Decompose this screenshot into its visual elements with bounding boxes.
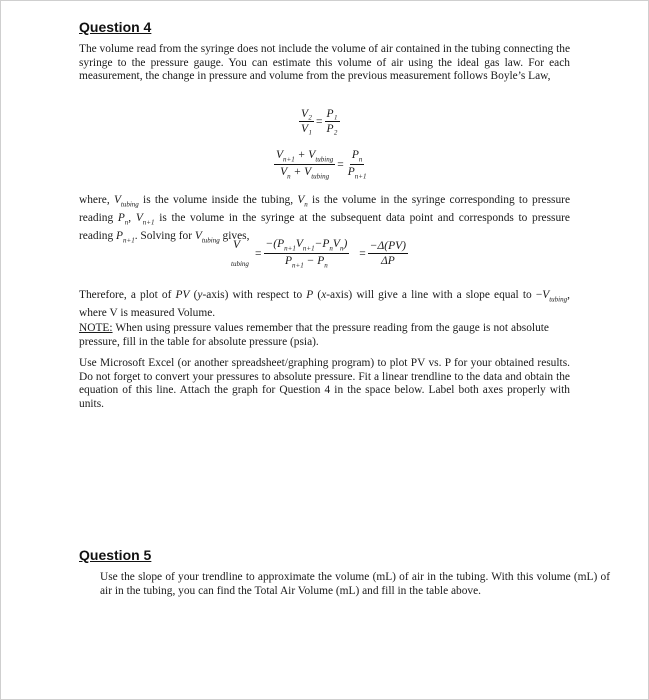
question-4-heading: Question 4 (79, 19, 152, 35)
eq3-lhs-sub: tubing (231, 259, 249, 268)
therefore-x: x (321, 289, 327, 301)
eq2-rhs-den-sub: n+1 (354, 172, 367, 181)
therefore-p: P (306, 289, 314, 301)
eq3-delta-p: ΔP (381, 255, 395, 268)
eq3-num-sub2: n+1 (302, 244, 315, 253)
question-5-text: Use the slope of your trendline to approximate the volume (mL) of air in the tubing. With this volume (mL) of air in the tubing, you can find the Total Air Volume (mL) and fill in the table above. (100, 571, 610, 597)
tubing-ratio-equation (274, 149, 368, 181)
vtubing-equation (231, 238, 408, 270)
therefore-v-sub: tubing (549, 295, 568, 304)
eq3-num-b: V (295, 238, 303, 250)
eq1-equals: = (316, 115, 323, 128)
excel-instructions: Use Microsoft Excel (or another spreadsheet/graphing program) to plot PV vs. P for your obtained results. Do not forget to convert your pressures to absolute pressure. Fit a linear trendline to the data and obtain the equation of this line. Attach the graph for Question 4 in the space below. Label both axes properly with units. (79, 357, 570, 410)
where-vtubing-2: V (194, 229, 202, 242)
eq2-den-v: V (280, 166, 288, 179)
question-4-intro: The volume read from the syringe does not include the volume of air contained in the tubing connecting the syringe to the pressure gauge. You can estimate this volume of air using the ideal gas law. For each measurement, the change in pressure and volume from the previous measurement follows Boyle’s Law, (79, 43, 570, 83)
note-label: NOTE: (79, 322, 113, 334)
where-vn-sub: n (304, 200, 308, 209)
where-vtubing-2-sub: tubing (201, 236, 220, 245)
eq1-v2: V₂ (301, 108, 313, 120)
eq3-den-a: P (284, 255, 293, 268)
where-text-3: is the volume in the syringe corresponding to pressure reading (79, 194, 570, 224)
where-vn: V (297, 194, 305, 206)
eq1-v1: V₁ (301, 123, 313, 135)
therefore-v: V (542, 289, 550, 301)
eq3-den-sub1: n+1 (292, 261, 304, 270)
eq3-den-b: − P (303, 255, 325, 268)
where-text-7: gives, (219, 229, 250, 242)
where-text-1: where, (79, 194, 114, 206)
eq2-num-v: V (276, 149, 284, 161)
eq3-lhs-v: V (233, 238, 241, 251)
eq2-rhs-num: P (351, 149, 359, 161)
where-vn1: V (135, 211, 143, 224)
eq3-den-sub2: n (324, 261, 328, 270)
eq2-rhs-den: P (347, 166, 355, 179)
eq2-num-sub: n+1 (283, 155, 295, 164)
where-pn-sub: n (124, 218, 129, 227)
eq2-rhs-num-sub: n (358, 155, 363, 164)
therefore-text-1: Therefore, a plot of (79, 289, 176, 301)
where-text-4: , (128, 211, 136, 224)
where-pn1-sub: n+1 (122, 236, 135, 245)
eq3-equals: = (255, 247, 262, 260)
note-text: When using pressure values remember that the pressure reading from the gauge is not absolute pressure, fill in the table for absolute pressure (psia). (79, 322, 549, 348)
therefore-text-5: -axis) will give a line with a slope equal to − (326, 289, 543, 301)
eq3-num-c: −P (314, 238, 330, 250)
where-pn1: P (116, 229, 123, 242)
where-vtubing: V (113, 194, 121, 206)
eq3-num-sub3: n (329, 244, 333, 253)
therefore-y: y (197, 289, 203, 301)
eq2-num-plus: + (297, 149, 306, 161)
eq2-num-vt-sub: tubing (315, 155, 334, 164)
eq1-p1: P₁ (326, 108, 338, 120)
eq2-equals: = (337, 158, 344, 171)
boyle-equation (299, 108, 340, 135)
where-text-6: . Solving for (134, 229, 195, 242)
eq2-den-sub: n (287, 172, 291, 181)
question-5-heading: Question 5 (79, 547, 152, 563)
therefore-text-2: ( (189, 289, 198, 301)
eq3-num-sub1: n+1 (284, 244, 296, 253)
eq3-equals-2: = (359, 247, 366, 260)
eq3-num-e: ) (343, 238, 348, 250)
therefore-text-3: -axis) with respect to (202, 289, 307, 301)
therefore-text-4: ( (313, 289, 322, 301)
where-vtubing-sub: tubing (120, 200, 139, 209)
eq2-den-vt-sub: tubing (311, 172, 330, 181)
where-pn: P (117, 211, 125, 224)
eq1-p2: P₂ (326, 123, 338, 135)
eq3-num-a: −(P (265, 238, 285, 250)
where-vn1-sub: n+1 (142, 218, 155, 227)
eq2-den-plus: + (293, 166, 302, 179)
eq3-num-d: V (332, 238, 340, 250)
therefore-text-6: , where V is measured Volume. (79, 289, 570, 319)
therefore-paragraph (79, 289, 570, 320)
note-paragraph (79, 322, 549, 349)
eq3-delta-pv: −Δ(PV) (369, 240, 407, 253)
eq2-den-vt: V (304, 166, 312, 179)
eq2-num-vt: V (308, 149, 316, 161)
where-text-2: is the volume inside the tubing, (138, 194, 298, 206)
therefore-pv: PV (175, 289, 190, 301)
eq3-num-sub4: n (339, 244, 344, 253)
where-text-5: is the volume in the syringe at the subsequent data point and corresponds to pressure reading (79, 211, 570, 242)
